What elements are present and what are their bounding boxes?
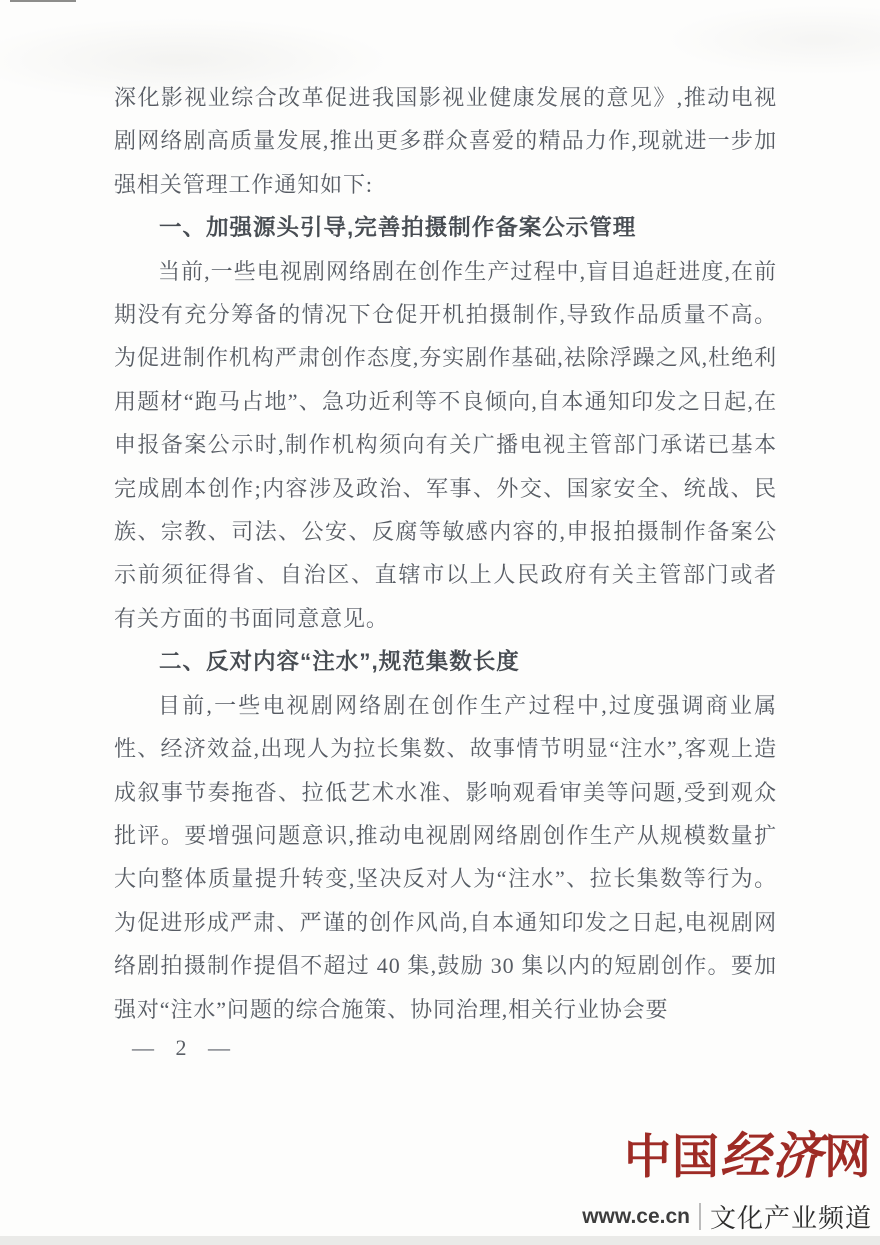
paragraph-section-2: 目前,一些电视剧网络剧在创作生产过程中,过度强调商业属性、经济效益,出现人为拉长集数、故事情节明显“注水”,客观上造成叙事节奏拖沓、拉低艺术水准、影响观看审美等问题,受到观众批评。要增强问题意识,推动电视剧网络剧创作生产从规模数量扩大向整体质量提升转变,坚决反对人为“注水”、拉长集数等行为。为促进形成严肃、严谨的创作风尚,自本通知印发之日起,电视剧网络剧拍摄制作提倡不超过 40 集,鼓励 30 集以内的短剧创作。要加强对“注水”问题的综合施策、协同治理,相关行业协会要 [114,692,777,1022]
scan-edge-artifact [10,0,76,2]
document-body [114,76,777,1031]
logo-url-text: www.ce.cn [582,1204,690,1228]
section-heading-1: 一、加强源头引导,完善拍摄制作备案公示管理 [159,215,637,241]
logo-divider-bar [699,1203,701,1230]
logo-channel-text: 文化产业频道 [709,1204,872,1233]
cen-logo-brand [582,1128,872,1197]
section-heading-2: 二、反对内容“注水”,规范集数长度 [159,649,520,675]
scan-edge-strip [0,1236,880,1245]
logo-text-jingji-calligraphy: 经济 [720,1126,824,1185]
logo-text-zhongguo: 中国 [624,1130,720,1183]
cen-logo-tagline [582,1198,872,1235]
page-number: — 2 — [132,1035,238,1060]
paragraph-section-1: 当前,一些电视剧网络剧在创作生产过程中,盲目追赶进度,在前期没有充分筹备的情况下仓促开机拍摄制作,导致作品质量不高。为促进制作机构严肃创作态度,夯实剧作基础,祛除浮躁之风,杜绝利用题材“跑马占地”、急功近利等不良倾向,自本通知印发之日起,在申报备案公示时,制作机构须向有关广播电视主管部门承诺已基本完成剧本创作;内容涉及政治、军事、外交、国家安全、统战、民族、宗教、司法、公安、反腐等敏感内容的,申报拍摄制作备案公示前须征得省、自治区、直辖市以上人民政府有关主管部门或者有关方面的书面同意意见。 [114,258,777,631]
paragraph-continuation: 深化影视业综合改革促进我国影视业健康发展的意见》,推动电视剧网络剧高质量发展,推出更多群众喜爱的精品力作,现就进一步加强相关管理工作通知如下: [114,85,777,197]
logo-text-wang: 网 [824,1130,872,1183]
cen-logo [582,1128,872,1235]
